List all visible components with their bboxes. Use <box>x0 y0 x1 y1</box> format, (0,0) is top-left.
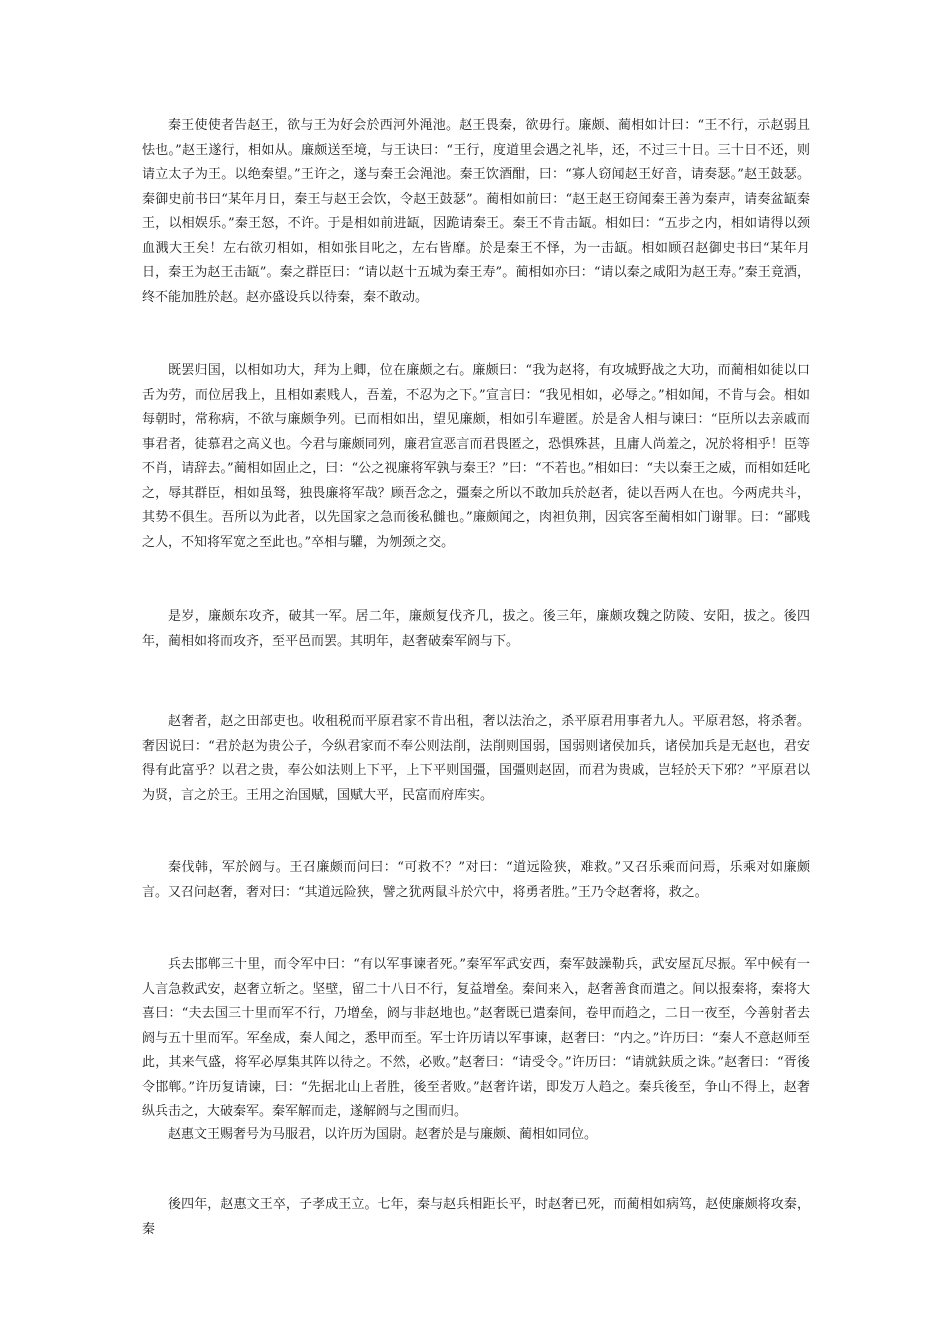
paragraph-battle-of-eyu: 兵去邯郸三十里，而令军中曰：“有以军事谏者死。”秦军军武安西，秦军鼓譟勒兵，武安屋瓦尽振。军中候有一人言急救武安，赵奢立斩之。坚壁，留二十八日不行，复益增垒。秦间来入，赵奢善食而遣之。间以报秦将，秦将大喜曰：“夫去国三十里而军不行，乃增垒，阏与非赵地也。”赵奢既已遣秦间，卷甲而趋之，二日一夜至，今善射者去阏与五十里而军。军垒成，秦人闻之，悉甲而至。军士许历请以军事谏，赵奢曰：“内之。”许历曰：“秦人不意赵师至此，其来气盛，将军必厚集其阵以待之。不然，必败。”赵奢曰：“请受令。”许历曰：“请就鈇质之诛。”赵奢曰：“胥後令邯郸。”许历复请谏，曰：“先据北山上者胜，後至者败。”赵奢许诺，即发万人趋之。秦兵後至，争山不得上，赵奢纵兵击之，大破秦军。秦军解而走，遂解阏与之围而归。 <box>142 957 810 1119</box>
paragraph-changping: 後四年，赵惠文王卒，子孝成王立。七年，秦与赵兵相距长平，时赵奢已死，而蔺相如病笃，赵使廉颇将攻秦，秦 <box>142 1197 810 1237</box>
paragraph-qin-attacks-han: 秦伐韩，军於阏与。王召廉颇而问曰：“可救不？”对曰：“道远险狭，难救。”又召乐乘而问焉，乐乘对如廉颇言。又召问赵奢，奢对曰：“其道远险狭，譬之犹两鼠斗於穴中，将勇者胜。”王乃令赵奢将，救之。 <box>142 860 810 900</box>
paragraph-zhao-she-tax: 赵奢者，赵之田部吏也。收租税而平原君家不肯出租，奢以法治之，杀平原君用事者九人。平原君怒，将杀奢。奢因说曰：“君於赵为贵公子，今纵君家而不奉公则法削，法削则国弱，国弱则诸侯加兵，诸侯加兵是无赵也，君安得有此富乎？以君之贵，奉公如法则上下平，上下平则国彊，国彊则赵固，而君为贵戚，岂轻於天下邪？”平原君以为贤，言之於王。王用之治国赋，国赋大平，民富而府库实。 <box>142 714 810 803</box>
paragraph-lian-po-campaigns: 是岁，廉颇东攻齐，破其一军。居二年，廉颇复伐齐几，拔之。後三年，廉颇攻魏之防陵、安阳，拔之。後四年，蔺相如将而攻齐，至平邑而罢。其明年，赵奢破秦军阏与下。 <box>142 609 810 649</box>
paragraph-mianchi-meeting: 秦王使使者告赵王，欲与王为好会於西河外渑池。赵王畏秦，欲毋行。廉颇、蔺相如计曰：“王不行，示赵弱且怯也。”赵王遂行，相如从。廉颇送至境，与王诀曰：“王行，度道里会遇之礼毕，还，不过三十日。三十日不还，则请立太子为王。以绝秦望。”王许之，遂与秦王会渑池。秦王饮酒酣，曰：“寡人窃闻赵王好音，请奏瑟。”赵王鼓瑟。秦御史前书曰“某年月日，秦王与赵王会饮，令赵王鼓瑟”。蔺相如前曰：“赵王赵王窃闻秦王善为秦声，请奏盆缻秦王，以相娱乐。”秦王怒，不许。于是相如前进缻，因跪请秦王。秦王不肯击缻。相如曰：“五步之内，相如请得以颈血溅大王矣！左右欲刃相如，相如张目叱之，左右皆靡。於是秦王不怿，为一击缻。相如顾召赵御史书曰“某年月日，秦王为赵王击缻”。秦之群臣曰：“请以赵十五城为秦王寿”。蔺相如亦曰：“请以秦之咸阳为赵王寿。”秦王竟酒，终不能加胜於赵。赵亦盛设兵以待秦，秦不敢动。 <box>142 118 810 305</box>
paragraph-general-and-minister: 既罢归国，以相如功大，拜为上卿，位在廉颇之右。廉颇曰：“我为赵将，有攻城野战之大功，而蔺相如徒以口舌为劳，而位居我上，且相如素贱人，吾羞，不忍为之下。”宣言曰：“我见相如，必辱之。”相如闻，不肯与会。相如每朝时，常称病，不欲与廉颇争列。已而相如出，望见廉颇，相如引车避匿。於是舍人相与谏曰：“臣所以去亲戚而事君者，徒慕君之高义也。今君与廉颇同列，廉君宣恶言而君畏匿之，恐惧殊甚，且庸人尚羞之，况於将相乎！臣等不肖，请辞去。”蔺相如固止之，曰：“公之视廉将军孰与秦王？”曰：“不若也。”相如曰：“夫以秦王之威，而相如廷叱之，辱其群臣，相如虽驽，独畏廉将军哉？顾吾念之，彊秦之所以不敢加兵於赵者，徒以吾两人在也。今两虎共斗，其势不俱生。吾所以为此者，以先国家之急而後私雠也。”廉颇闻之，肉袒负荆，因宾客至蔺相如门谢罪。曰：“鄙贱之人，不知将军宽之至此也。”卒相与驩，为刎颈之交。 <box>142 363 810 550</box>
paragraph-mafu-title: 赵惠文王赐奢号为马服君，以许历为国尉。赵奢於是与廉颇、蔺相如同位。 <box>168 1127 598 1142</box>
